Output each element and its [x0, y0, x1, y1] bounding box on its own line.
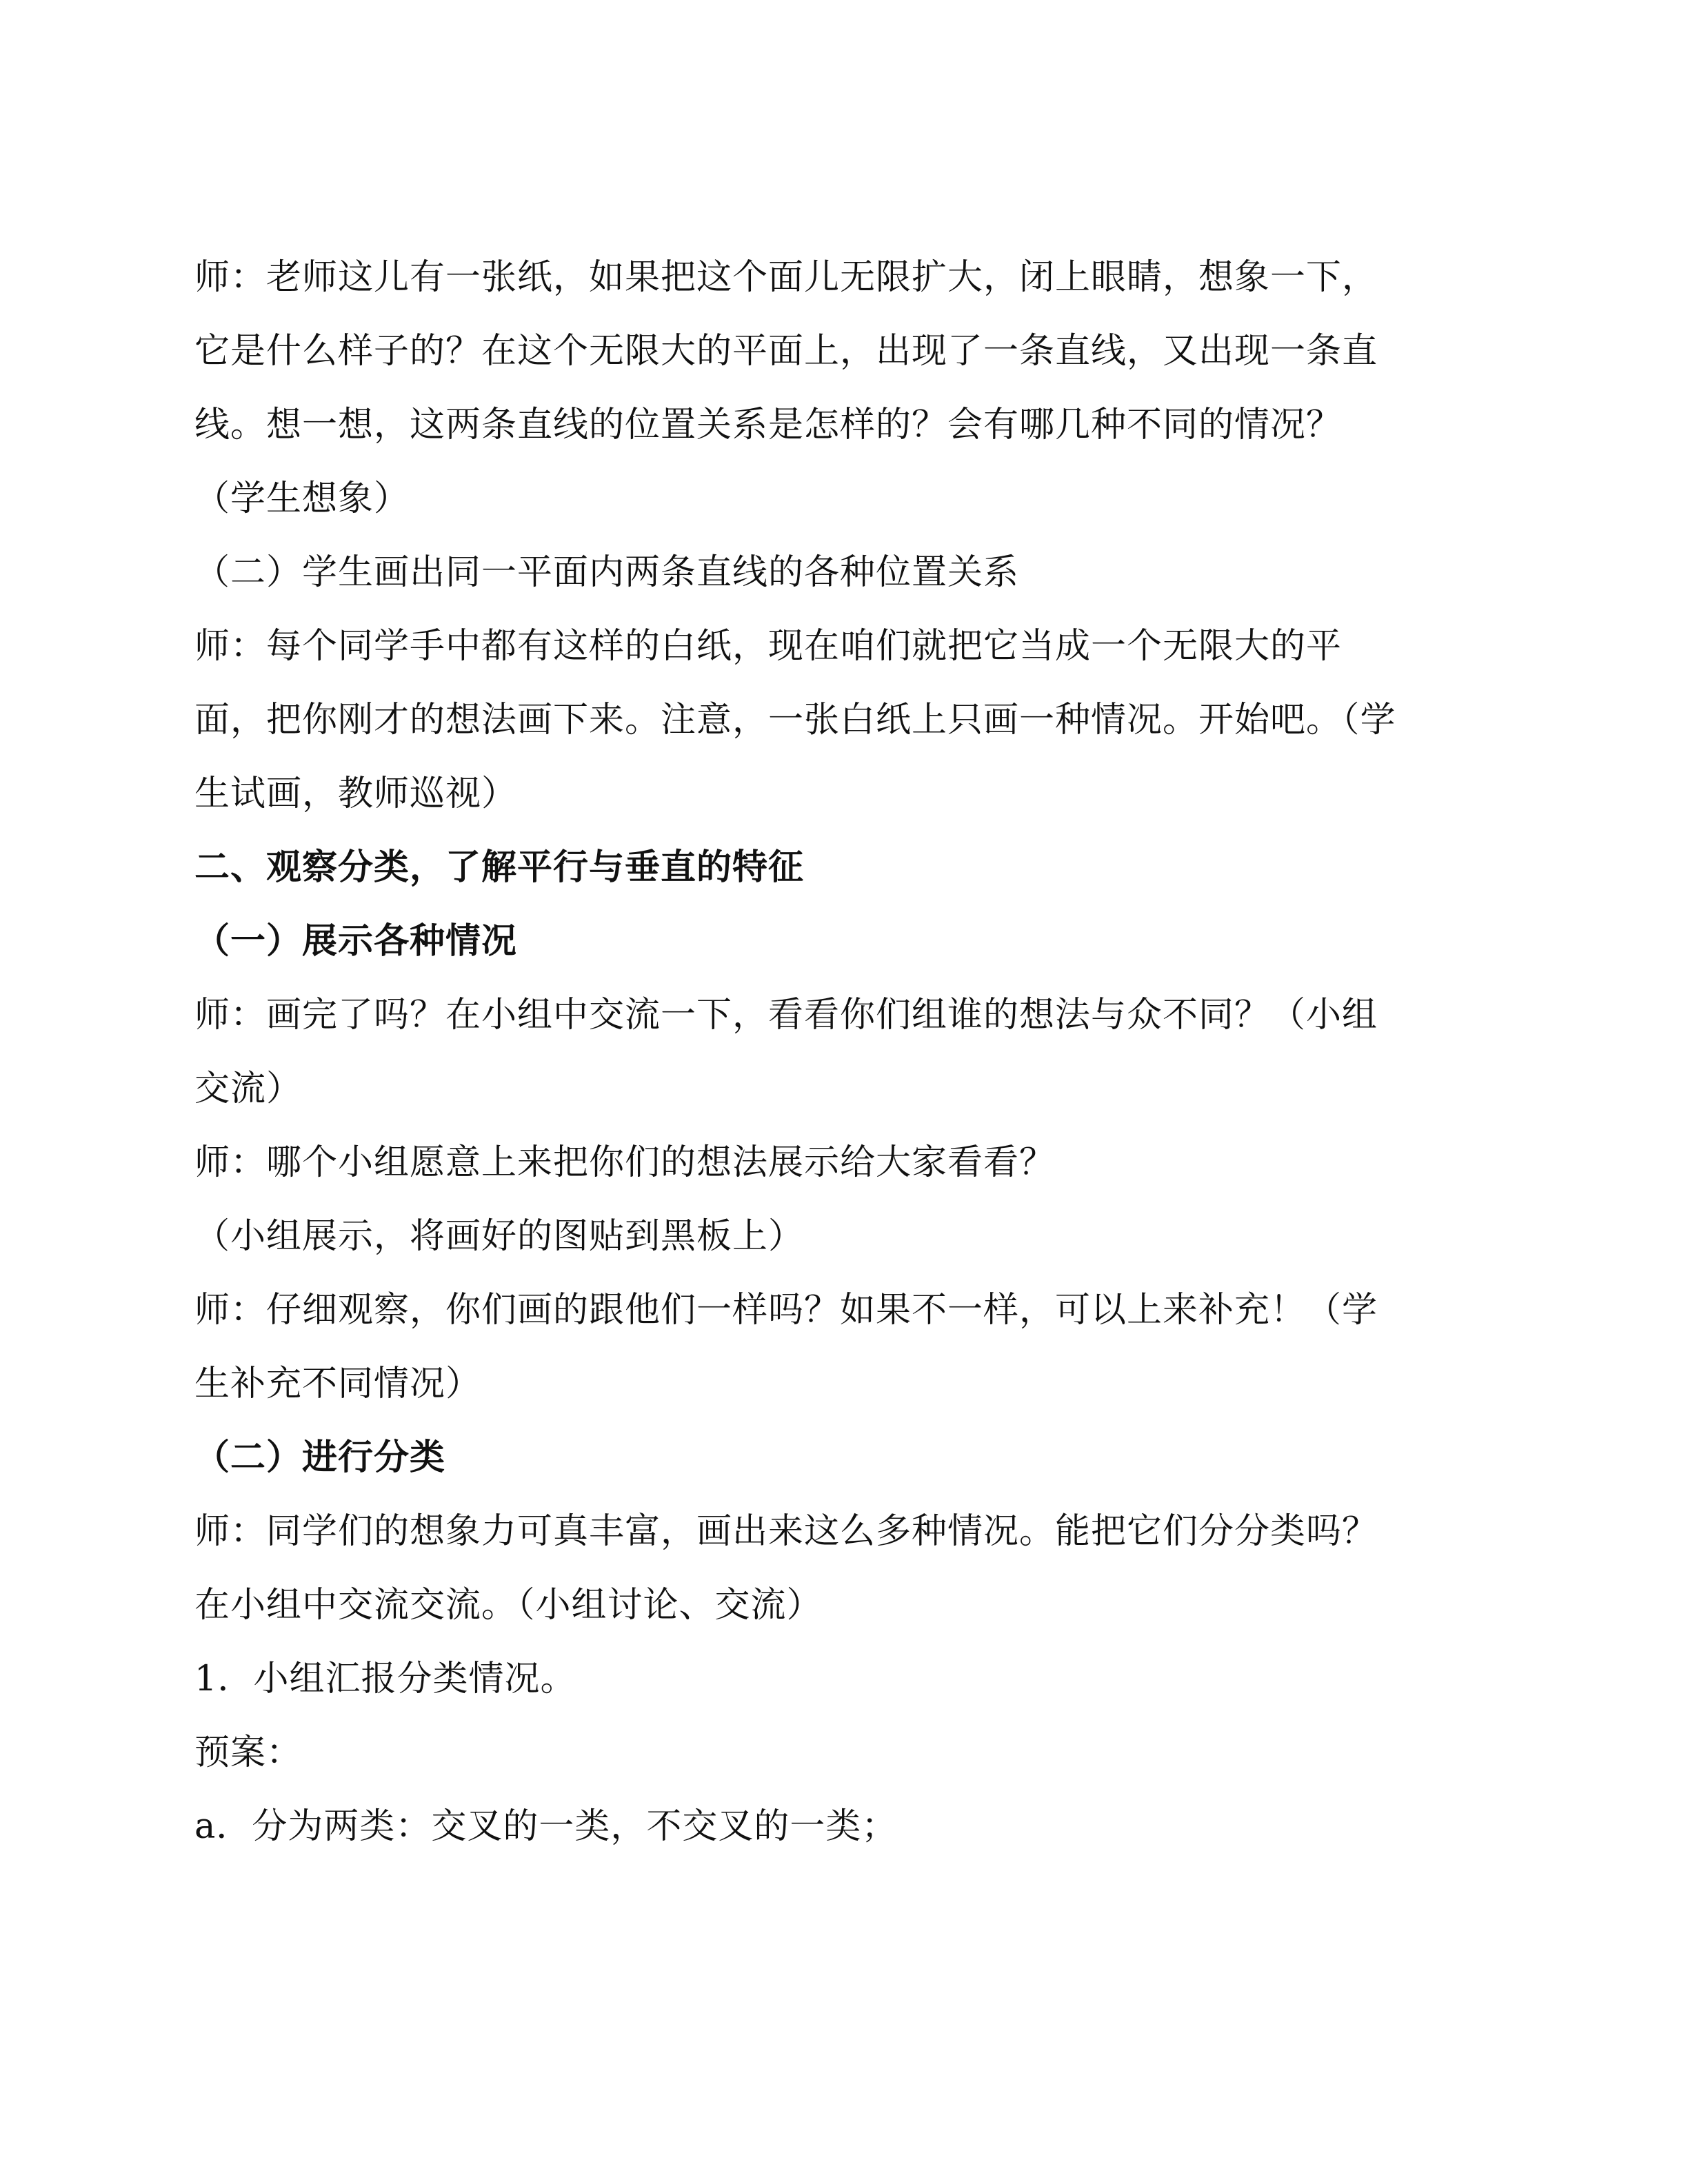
- text-line: 生补充不同情况）: [194, 1364, 482, 1404]
- text-line: 面，把你刚才的想法画下来。注意，一张白纸上只画一种情况。开始吧。（学: [194, 700, 1396, 740]
- text-line: 师：同学们的想象力可真丰富，画出来这么多种情况。能把它们分分类吗？: [194, 1511, 1378, 1552]
- subsection-heading: （一）展示各种情况: [194, 921, 518, 962]
- text-line: 在小组中交流交流。（小组讨论、交流）: [194, 1585, 823, 1626]
- text-line: （小组展示，将画好的图贴到黑板上）: [194, 1216, 805, 1257]
- section-heading: 二、观察分类，了解平行与垂直的特征: [194, 847, 805, 888]
- text-line: 师：仔细观察，你们画的跟他们一样吗？如果不一样，可以上来补充！（学: [194, 1290, 1378, 1331]
- text-line: 师：哪个小组愿意上来把你们的想法展示给大家看看？: [194, 1142, 1056, 1183]
- text-line: 生试画，教师巡视）: [194, 774, 518, 814]
- text-line: 师：老师这儿有一张纸，如果把这个面儿无限扩大，闭上眼睛，想象一下，: [194, 257, 1378, 298]
- text-line: 交流）: [194, 1069, 303, 1109]
- list-item: 1．小组汇报分类情况。: [194, 1659, 576, 1699]
- subsection-heading: （二）进行分类: [194, 1437, 446, 1478]
- text-line: 师：画完了吗？在小组中交流一下，看看你们组谁的想法与众不同？（小组: [194, 995, 1378, 1035]
- list-item: a．分为两类：交叉的一类，不交叉的一类；: [194, 1806, 898, 1847]
- text-line: 线。想一想，这两条直线的位置关系是怎样的？会有哪几种不同的情况？: [194, 405, 1343, 445]
- text-line: 师：每个同学手中都有这样的白纸，现在咱们就把它当成一个无限大的平: [194, 626, 1343, 667]
- text-line: 它是什么样子的？在这个无限大的平面上，出现了一条直线，又出现一条直: [194, 331, 1378, 372]
- text-line: （学生想象）: [194, 478, 410, 519]
- text-line: 预案：: [194, 1732, 303, 1773]
- subheading: （二）学生画出同一平面内两条直线的各种位置关系: [194, 552, 1020, 593]
